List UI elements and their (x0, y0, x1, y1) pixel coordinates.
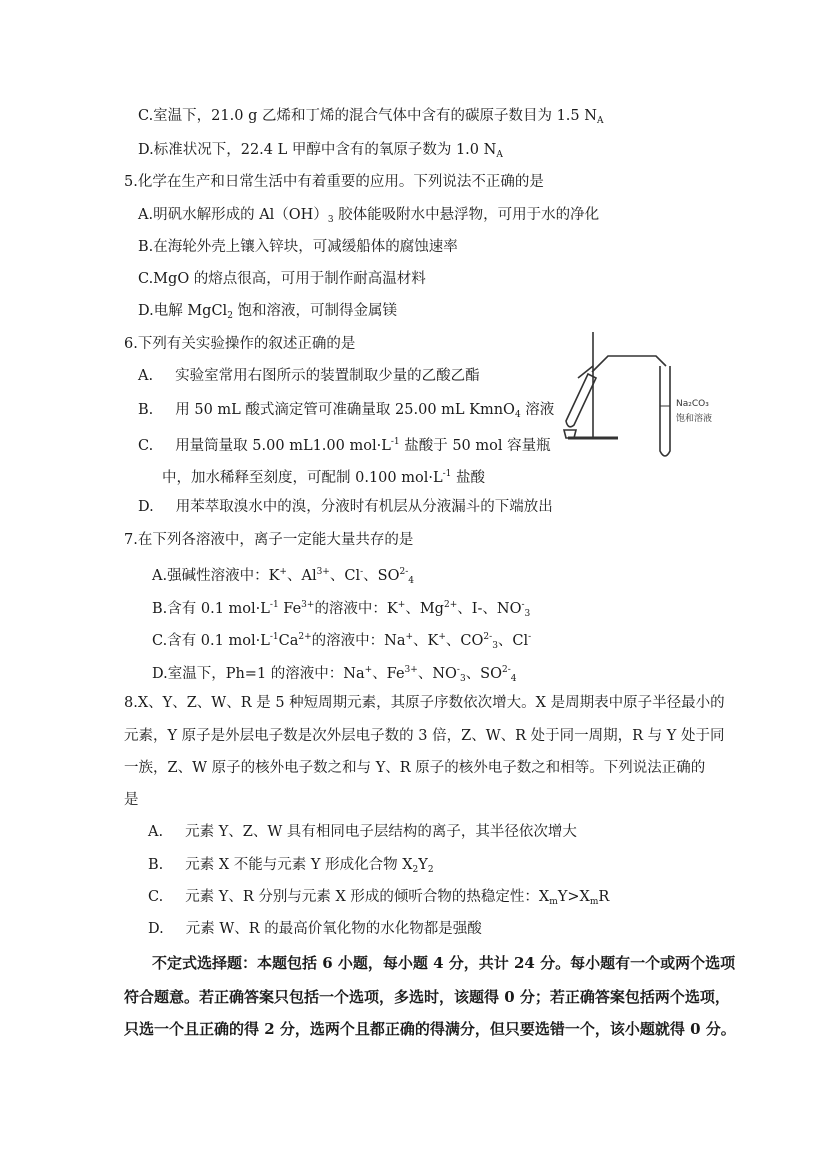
instructions-line3: 只选一个且正确的得 2 分，选两个且都正确的得满分，但只要选错一个，该小题就得 0 分。 (124, 1020, 736, 1038)
instructions-line2: 符合题意。若正确答案只包括一个选项，多选时，该题得 0 分；若正确答案包括两个选项， (124, 988, 730, 1006)
q5-option-a: A.明矾水解形成的 $Al(OH)_3$ 胶体能吸附水中悬浮物，可用于水的净化 (138, 207, 600, 225)
q8-stem-line4: 是 (124, 792, 139, 808)
q8-stem-line2: 元素，Y 原子是外层电子数是次外层电子数的 3 倍，Z、W、R 处于同一周期，R 与 Y 处于同 (124, 728, 725, 744)
q6-option-b: B. 用 50 mL 酸式滴定管可准确量取 25.00 mL KmnO$_4$ 溶液 (138, 402, 555, 420)
q7-stem: 7.在下列各溶液中，离子一定能大量共存的是 (124, 532, 414, 548)
q5-option-b: B.在海轮外壳上镶入锌块，可减缓船体的腐蚀速率 (138, 239, 458, 255)
q8-option-d: D. 元素 W、R 的最高价氧化物的水化物都是强酸 (148, 921, 482, 937)
q5-stem: 5.化学在生产和日常生活中有着重要的应用。下列说法不正确的是 (124, 174, 544, 190)
q7-option-a: A.强碱性溶液中：K+、$Al^{3+}$、Cl-、$SO^{2-}_4$ (152, 567, 414, 586)
q6-option-d: D. 用苯萃取溴水中的溴，分液时有机层从分液漏斗的下端放出 (138, 499, 553, 515)
q8-stem-line3: 一族，Z、W 原子的核外电子数之和与 Y、R 原子的核外电子数之和相等。下列说法正确的 (124, 760, 706, 776)
q8-stem-line1: 8.X、Y、Z、W、R 是 5 种短周期元素，其原子序数依次增大。X 是周期表中原子半径最小的 (124, 695, 725, 711)
q5-option-d: D.电解 MgCl$_2$ 饱和溶液，可制得金属镁 (138, 303, 398, 321)
q8-option-b: B. 元素 X 不能与元素 Y 形成化合物 $X_2Y_2$ (148, 857, 434, 875)
q8-option-a: A. 元素 Y、Z、W 具有相同电子层结构的离子，其半径依次增大 (148, 824, 577, 840)
figure-label-saturated: 饱和溶液 (676, 414, 713, 424)
q7-option-b: B.含有 0.1 $mol\cdot L^{-1}$ $Fe^{3+}$的溶液中：K+、$Mg^{2+}$、I-、$NO^-_3$ (152, 600, 531, 619)
ester-apparatus-figure (548, 326, 713, 476)
q4-option-d: D.标准状况下，22.4 L 甲醇中含有的氧原子数为 1.0 $N_A$ (138, 142, 503, 160)
q7-option-c: C.含有 0.1 $mol\cdot L^{-1}Ca^{2+}$的溶液中：Na+、K+、$CO^{2-}_3$、Cl- (152, 632, 532, 651)
q6-option-a: A. 实验室常用右图所示的装置制取少量的乙酸乙酯 (138, 368, 480, 384)
q4-option-c: C.室温下，21.0 g 乙烯和丁烯的混合气体中含有的碳原子数目为 1.5 $N_A$ (138, 108, 604, 126)
q6-option-c: C. 用量筒量取 5.00 mL1.00 $mol\cdot L^{-1}$ 盐酸于 50 mol 容量瓶 (138, 437, 551, 454)
q6-option-c-continued: 中，加水稀释至刻度，可配制 0.100 $mol\cdot L^{-1}$ 盐酸 (162, 469, 485, 486)
q7-option-d: D.室温下，Ph=1 的溶液中：Na+、$Fe^{3+}$、$NO^-_3$、$SO^{2-}_4$ (152, 665, 517, 684)
q6-stem: 6.下列有关实验操作的叙述正确的是 (124, 336, 356, 352)
figure-label-na2co3: Na₂CO₃ (676, 399, 709, 409)
instructions-line1: 不定式选择题：本题包括 6 小题，每小题 4 分，共计 24 分。每小题有一个或两个选项 (152, 954, 736, 972)
q5-option-c: C.MgO 的熔点很高，可用于制作耐高温材料 (138, 271, 426, 287)
q8-option-c: C. 元素 Y、R 分别与元素 X 形成的倾听合物的热稳定性：$X_mY>X_mR$ (148, 889, 610, 907)
